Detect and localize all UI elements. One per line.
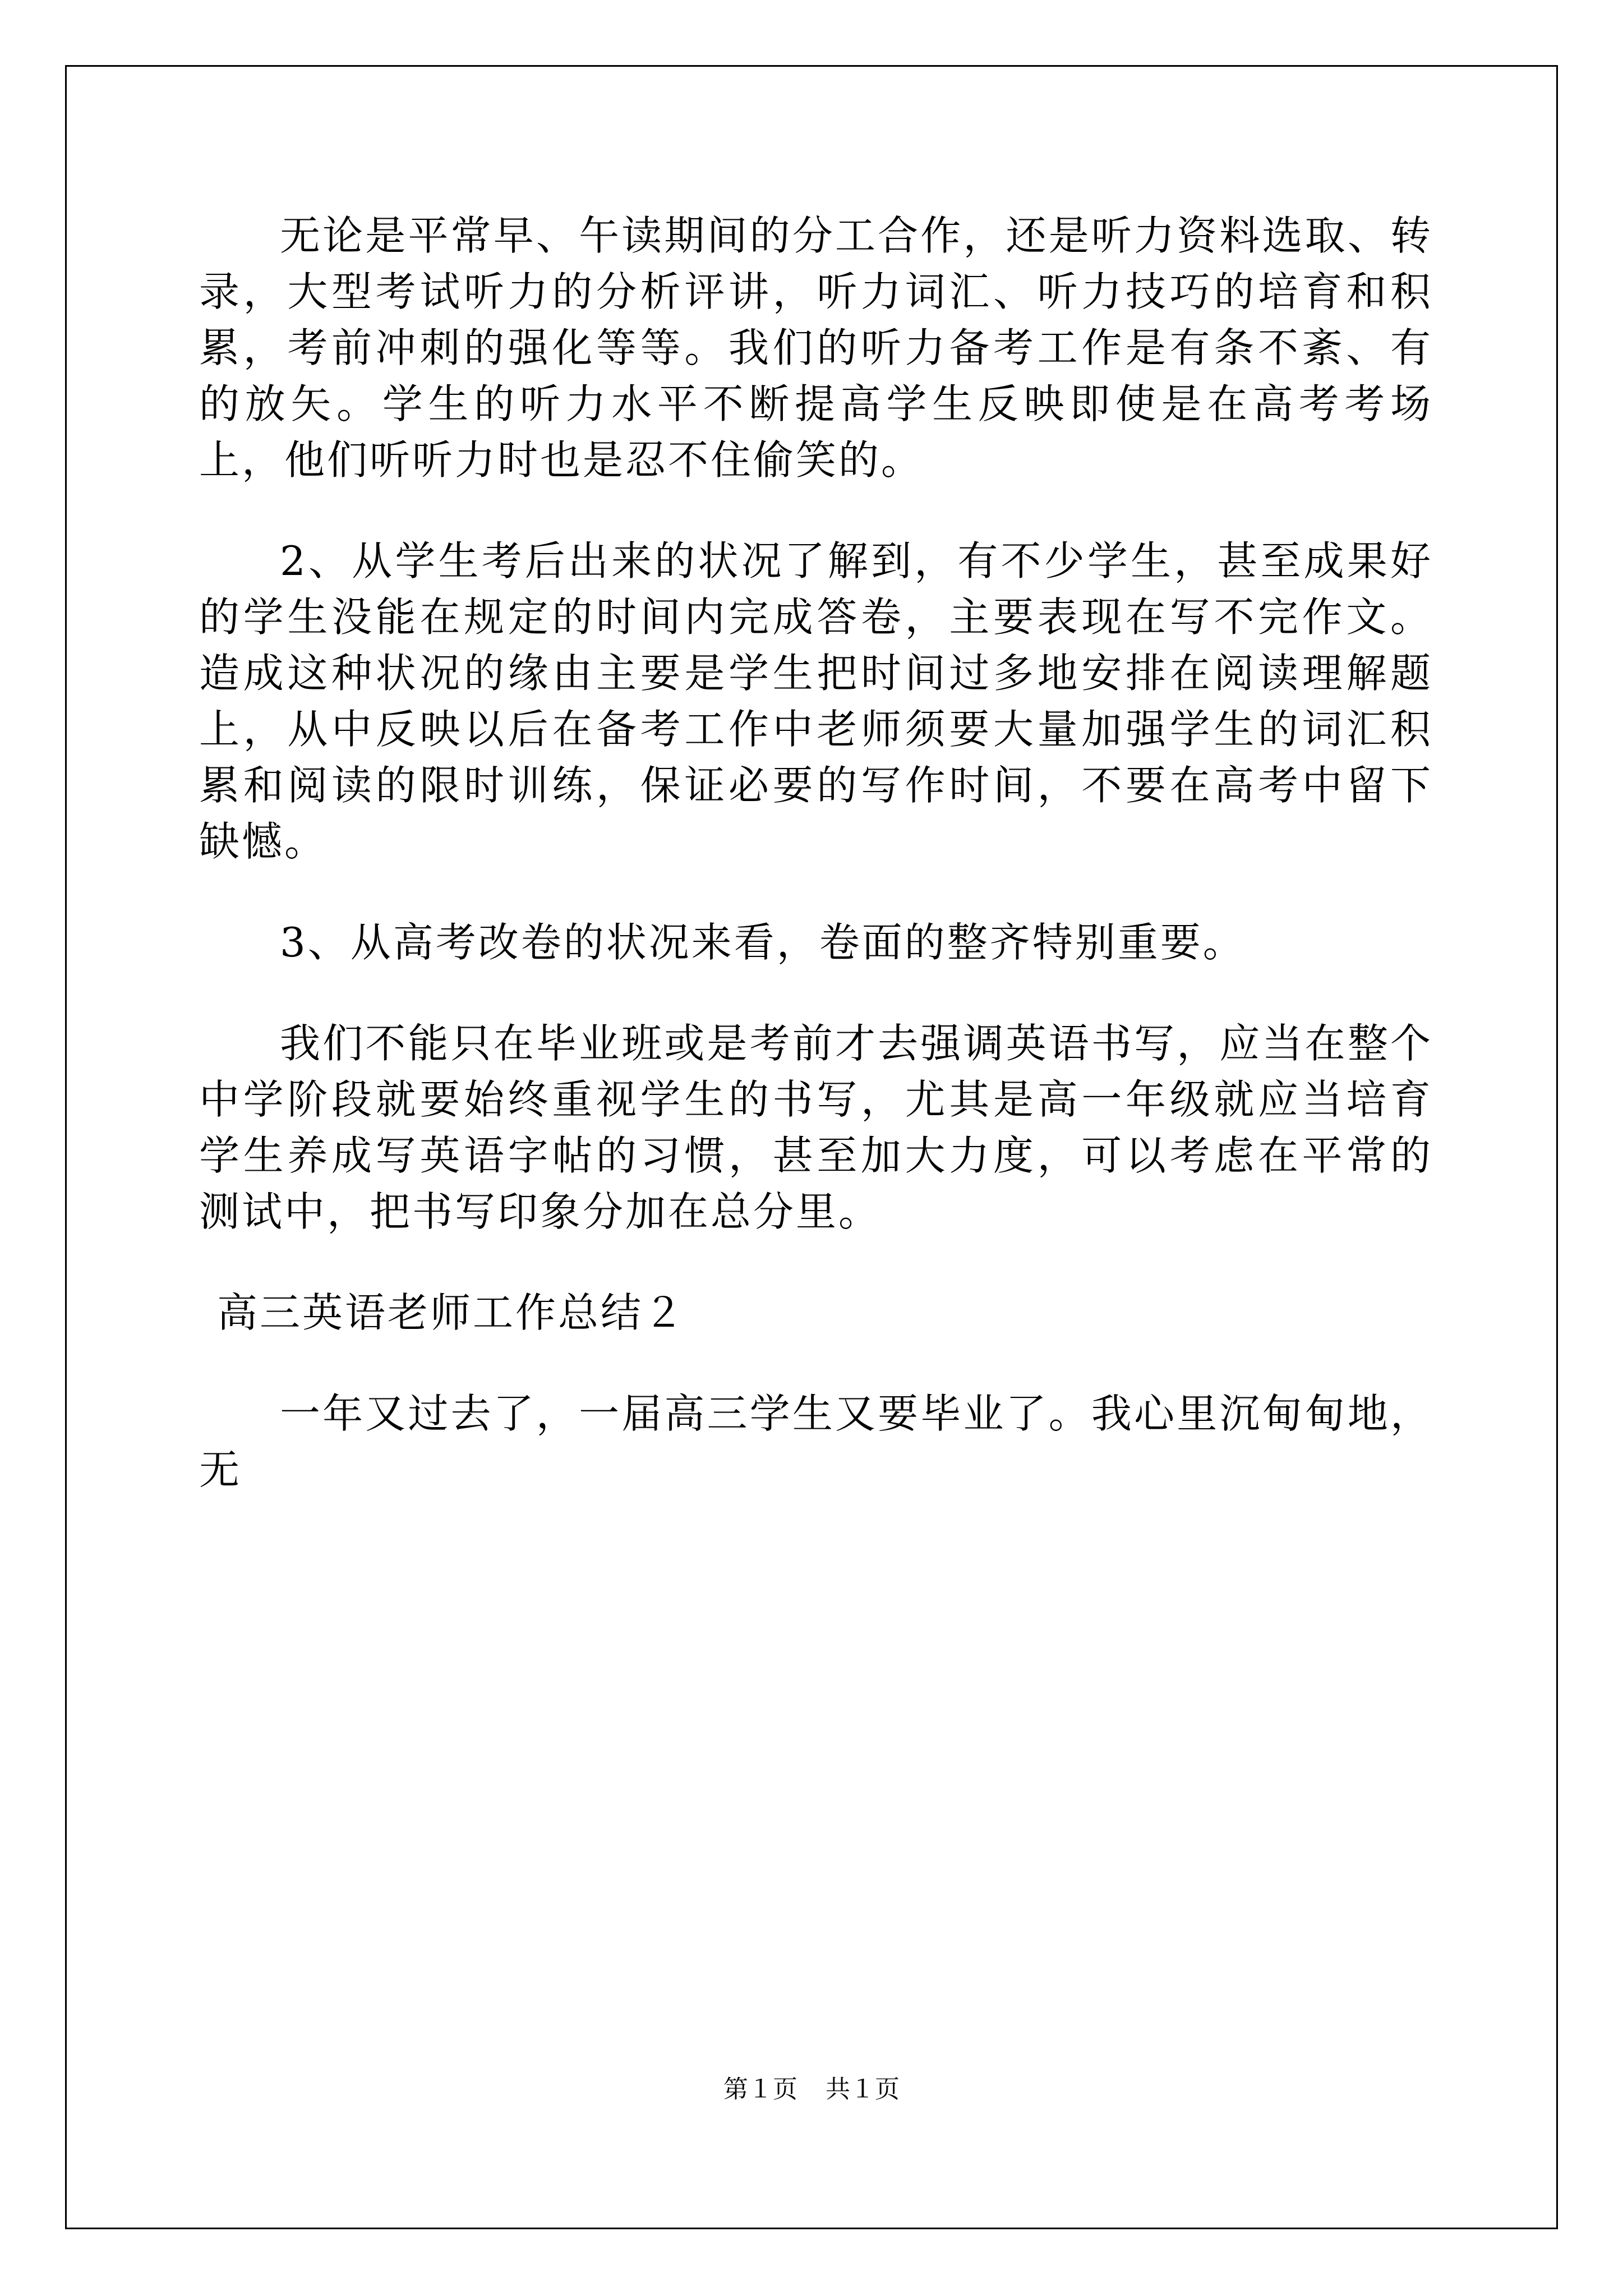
page-number-current: 第１页	[723, 2075, 797, 2104]
section-heading: 高三英语老师工作总结２	[217, 1289, 686, 1336]
paragraph-summary-start: 一年又过去了，一届高三学生又要毕业了。我心里沉甸甸地，无	[199, 1390, 1433, 1493]
paragraph-point-2: 2、从学生考后出来的状况了解到，有不少学生，甚至成果好的学生没能在规定的时间内完成答卷，主要表现在写不完作文。造成这种状况的缘由主要是学生把时间过多地安排在阅读理解题上，从中反映以后在备考工作中老师须要大量加强学生的词汇积累和阅读的限时训练，保证必要的写作时间，不要在高考中留下缺憾。	[199, 537, 1433, 865]
document-body	[199, 208, 1433, 1498]
page-number-total: 共１页	[826, 2075, 900, 2104]
paragraph-point-3: 3、从高考改卷的状况来看，卷面的整齐特别重要。	[280, 919, 1246, 966]
paragraph-listening: 无论是平常早、午读期间的分工合作，还是听力资料选取、转录，大型考试听力的分析评讲，听力词汇、听力技巧的培育和积累，考前冲刺的强化等等。我们的听力备考工作是有条不紊、有的放矢。学生的听力水平不断提高学生反映即使是在高考考场上，他们听听力时也是忍不住偷笑的。	[199, 212, 1433, 484]
paragraph-handwriting: 我们不能只在毕业班或是考前才去强调英语书写，应当在整个中学阶段就要始终重视学生的书写，尤其是高一年级就应当培育学生养成写英语字帖的习惯，甚至加大力度，可以考虑在平常的测试中，把书写印象分加在总分里。	[199, 1020, 1433, 1235]
page-footer	[0, 2073, 1623, 2106]
